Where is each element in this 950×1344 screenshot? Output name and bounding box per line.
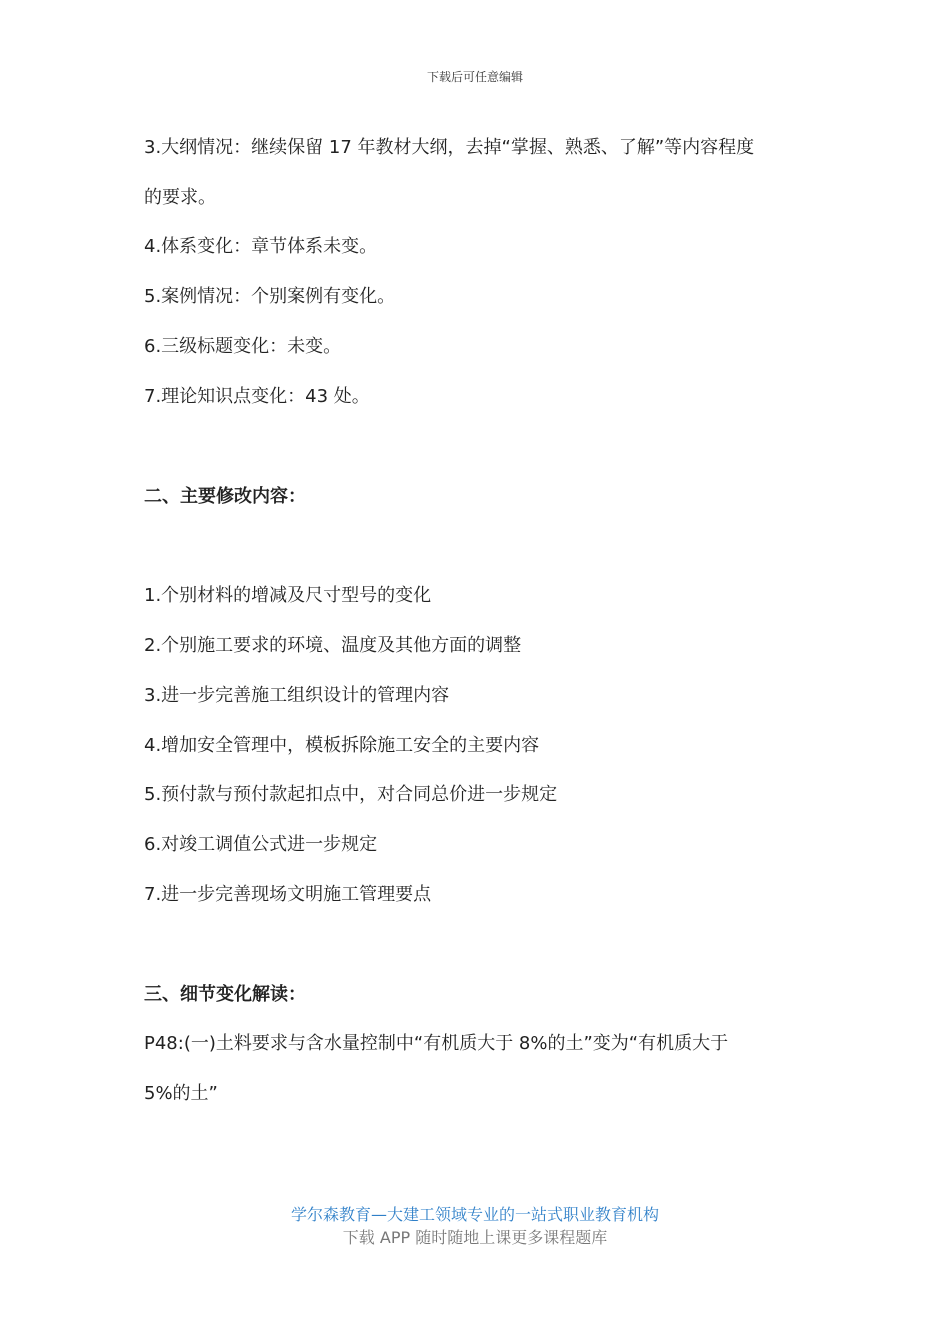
outline-item-6: 6.三级标题变化：未变。 — [144, 336, 342, 357]
change-item-4: 4.增加安全管理中，模板拆除施工安全的主要内容 — [144, 735, 540, 756]
section-heading-details: 三、细节变化解读： — [144, 984, 306, 1005]
outline-item-7: 7.理论知识点变化：43 处。 — [144, 386, 370, 407]
change-item-2: 2.个别施工要求的环境、温度及其他方面的调整 — [144, 635, 522, 656]
change-item-1: 1.个别材料的增减及尺寸型号的变化 — [144, 585, 432, 606]
footer-tagline: 下载 APP 随时随地上课更多课程题库 — [342, 1228, 608, 1247]
change-item-6: 6.对竣工调值公式进一步规定 — [144, 834, 378, 855]
detail-item-p48: P48:(一)土料要求与含水量控制中“有机质大于 8%的土”变为“有机质大于 — [144, 1033, 729, 1054]
change-item-5: 5.预付款与预付款起扣点中，对合同总价进一步规定 — [144, 784, 558, 805]
outline-item-3-cont: 的要求。 — [144, 187, 216, 208]
detail-item-p48-cont: 5%的土” — [144, 1083, 218, 1104]
footer-brand: 学尔森教育—大建工领域专业的一站式职业教育机构 — [290, 1205, 659, 1224]
change-item-3: 3.进一步完善施工组织设计的管理内容 — [144, 685, 450, 706]
section-heading-main-changes: 二、主要修改内容： — [144, 486, 306, 507]
page-header: 下载后可任意编辑 — [426, 70, 523, 84]
change-item-7: 7.进一步完善现场文明施工管理要点 — [144, 884, 432, 905]
outline-item-4: 4.体系变化：章节体系未变。 — [144, 236, 378, 257]
outline-item-5: 5.案例情况：个别案例有变化。 — [144, 286, 396, 307]
outline-item-3: 3.大纲情况：继续保留 17 年教材大纲，去掉“掌握、熟悉、了解”等内容程度 — [144, 137, 755, 158]
